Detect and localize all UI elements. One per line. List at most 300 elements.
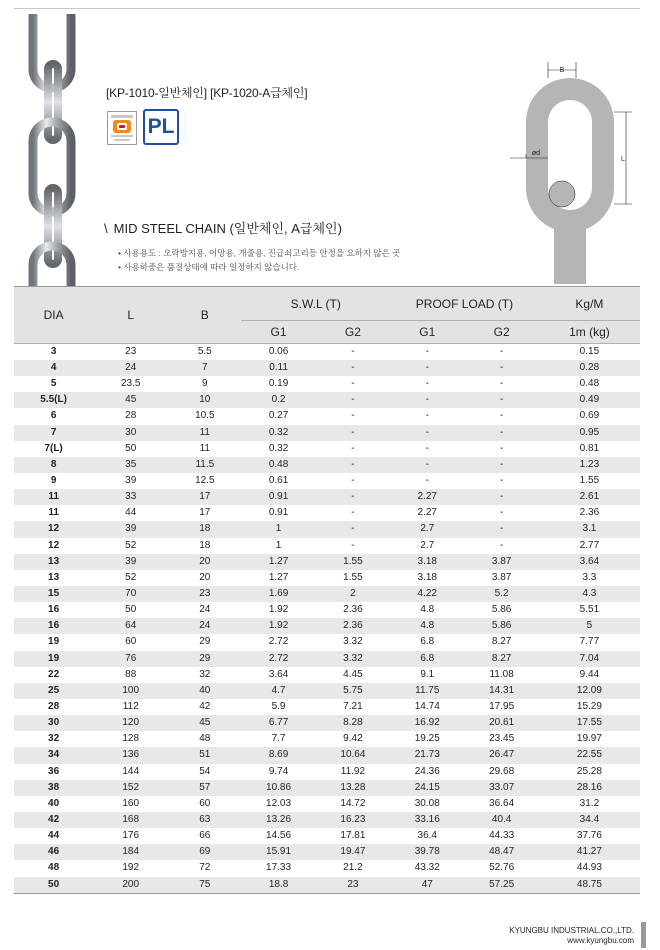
table-cell: 8.69 <box>241 747 315 763</box>
section-title <box>104 218 342 237</box>
table-cell: 1.23 <box>539 457 640 473</box>
table-cell: 15 <box>14 586 93 602</box>
table-cell: 29 <box>168 634 241 650</box>
table-cell: 9.1 <box>390 667 464 683</box>
table-cell: 9.44 <box>539 667 640 683</box>
table-cell: 19.47 <box>316 844 390 860</box>
top-rule <box>14 8 640 9</box>
label-l: L <box>621 156 625 163</box>
table-cell: - <box>464 441 538 457</box>
table-cell: 24.36 <box>390 764 464 780</box>
table-body <box>14 344 640 894</box>
table-cell: - <box>464 408 538 424</box>
table-cell: 10.64 <box>316 747 390 763</box>
table-cell: 47 <box>390 877 464 894</box>
table-cell: 1.55 <box>539 473 640 489</box>
table-cell: 5.51 <box>539 602 640 618</box>
table-cell: 11 <box>168 425 241 441</box>
table-row <box>14 828 640 844</box>
table-row <box>14 376 640 392</box>
table-cell: 5.86 <box>464 602 538 618</box>
table-cell: 14.72 <box>316 796 390 812</box>
header-kgm: Kg/M <box>539 287 640 321</box>
table-row <box>14 634 640 650</box>
table-cell: 4.8 <box>390 602 464 618</box>
table-cell: 12.09 <box>539 683 640 699</box>
table-cell: 2.77 <box>539 538 640 554</box>
table-cell: 13 <box>14 570 93 586</box>
table-cell: - <box>464 505 538 521</box>
table-cell: 10.5 <box>168 408 241 424</box>
table-cell: 50 <box>14 877 93 894</box>
table-cell: - <box>390 344 464 361</box>
table-cell: 33.16 <box>390 812 464 828</box>
table-cell: 23.5 <box>93 376 168 392</box>
table-cell: 0.81 <box>539 441 640 457</box>
table-cell: 6.8 <box>390 634 464 650</box>
table-cell: 76 <box>93 651 168 667</box>
table-cell: 0.27 <box>241 408 315 424</box>
table-cell: 0.28 <box>539 360 640 376</box>
table-cell: 4 <box>14 360 93 376</box>
table-cell: 0.61 <box>241 473 315 489</box>
table-cell: 57 <box>168 780 241 796</box>
table-cell: 9 <box>14 473 93 489</box>
product-codes: [KP-1010-일반체인] [KP-1020-A급체인] <box>106 86 308 100</box>
footer <box>509 926 634 946</box>
table-cell: 136 <box>93 747 168 763</box>
table-cell: 2.72 <box>241 651 315 667</box>
table-cell: 2 <box>316 586 390 602</box>
table-cell: 12 <box>14 521 93 537</box>
table-cell: 52 <box>93 570 168 586</box>
table-cell: 0.95 <box>539 425 640 441</box>
table-cell: 15.91 <box>241 844 315 860</box>
table-cell: 5.9 <box>241 699 315 715</box>
table-cell: 3.3 <box>539 570 640 586</box>
table-cell: 40.4 <box>464 812 538 828</box>
table-cell: 24 <box>93 360 168 376</box>
table-cell: 23 <box>316 877 390 894</box>
table-cell: 184 <box>93 844 168 860</box>
table-cell: 42 <box>14 812 93 828</box>
note-item: • 사용용도 : 오락방지용, 어망용, 개줄용, 진급쇠고리등 안정을 요하지 않은 곳 <box>118 248 401 258</box>
table-cell: - <box>316 473 390 489</box>
table-cell: - <box>464 376 538 392</box>
table-row <box>14 877 640 894</box>
table-cell: 44.33 <box>464 828 538 844</box>
table-cell: 24 <box>168 602 241 618</box>
table-row <box>14 812 640 828</box>
table-cell: 46 <box>14 844 93 860</box>
table-cell: 0.69 <box>539 408 640 424</box>
table-cell: 48 <box>168 731 241 747</box>
header-b: B <box>168 287 241 344</box>
table-cell: 3.87 <box>464 570 538 586</box>
header-proof-g2: G2 <box>464 321 538 344</box>
table-cell: 7.04 <box>539 651 640 667</box>
table-row <box>14 457 640 473</box>
table-cell: 8 <box>14 457 93 473</box>
table-cell: 34 <box>14 747 93 763</box>
table-cell: 4.45 <box>316 667 390 683</box>
table-cell: 0.2 <box>241 392 315 408</box>
header-proof-g1: G1 <box>390 321 464 344</box>
table-cell: 44.93 <box>539 860 640 876</box>
table-row <box>14 602 640 618</box>
table-cell: 39 <box>93 554 168 570</box>
table-cell: 33.07 <box>464 780 538 796</box>
table-row <box>14 425 640 441</box>
table-cell: 29.68 <box>464 764 538 780</box>
table-cell: 3.18 <box>390 570 464 586</box>
table-cell: 3.64 <box>241 667 315 683</box>
table-cell: 17.33 <box>241 860 315 876</box>
table-cell: 28.16 <box>539 780 640 796</box>
chain-spec-table <box>14 286 640 894</box>
table-cell: 25.28 <box>539 764 640 780</box>
table-cell: 0.91 <box>241 489 315 505</box>
table-cell: 16.92 <box>390 715 464 731</box>
table-cell: 60 <box>168 796 241 812</box>
table-cell: 4.8 <box>390 618 464 634</box>
table-cell: 144 <box>93 764 168 780</box>
table-cell: 6 <box>14 408 93 424</box>
table-cell: 48 <box>14 860 93 876</box>
table-cell: 7(L) <box>14 441 93 457</box>
table-cell: 30.08 <box>390 796 464 812</box>
table-cell: 9.74 <box>241 764 315 780</box>
table-cell: 2.36 <box>316 618 390 634</box>
table-cell: 12.03 <box>241 796 315 812</box>
table-cell: - <box>464 538 538 554</box>
table-cell: 11.75 <box>390 683 464 699</box>
table-cell: 41.27 <box>539 844 640 860</box>
table-cell: - <box>464 473 538 489</box>
table-cell: - <box>464 425 538 441</box>
table-cell: 6.77 <box>241 715 315 731</box>
table-cell: 1.92 <box>241 602 315 618</box>
company-name: KYUNGBU INDUSTRIAL.CO.,LTD. <box>509 926 634 935</box>
table-cell: 0.48 <box>539 376 640 392</box>
table-cell: 5 <box>539 618 640 634</box>
table-cell: 17.55 <box>539 715 640 731</box>
table-cell: 20 <box>168 570 241 586</box>
table-cell: 0.91 <box>241 505 315 521</box>
table-cell: 18 <box>168 521 241 537</box>
table-cell: - <box>464 457 538 473</box>
pl-badge-label: PL <box>147 115 175 138</box>
table-cell: 57.25 <box>464 877 538 894</box>
table-cell: 39.78 <box>390 844 464 860</box>
table-cell: 100 <box>93 683 168 699</box>
table-cell: - <box>316 425 390 441</box>
table-cell: 2.7 <box>390 538 464 554</box>
table-cell: 14.74 <box>390 699 464 715</box>
table-cell: 1 <box>241 521 315 537</box>
table-cell: - <box>390 376 464 392</box>
table-row <box>14 408 640 424</box>
table-cell: 10.86 <box>241 780 315 796</box>
table-cell: - <box>390 360 464 376</box>
table-row <box>14 667 640 683</box>
table-row <box>14 780 640 796</box>
table-cell: 168 <box>93 812 168 828</box>
table-cell: - <box>316 521 390 537</box>
table-cell: 1.27 <box>241 554 315 570</box>
table-cell: 5 <box>14 376 93 392</box>
table-row <box>14 489 640 505</box>
table-row <box>14 521 640 537</box>
table-cell: 31.2 <box>539 796 640 812</box>
table-cell: 3.32 <box>316 634 390 650</box>
table-cell: 11.08 <box>464 667 538 683</box>
table-cell: 2.61 <box>539 489 640 505</box>
table-row <box>14 392 640 408</box>
footer-accent-bar <box>641 922 646 948</box>
table-cell: 44 <box>93 505 168 521</box>
table-cell: 22 <box>14 667 93 683</box>
table-cell: 44 <box>14 828 93 844</box>
table-cell: 3.18 <box>390 554 464 570</box>
header-swl-g1: G1 <box>241 321 315 344</box>
table-cell: 176 <box>93 828 168 844</box>
table-cell: - <box>316 538 390 554</box>
table-cell: - <box>390 473 464 489</box>
table-cell: 50 <box>93 441 168 457</box>
table-cell: 3 <box>14 344 93 361</box>
table-cell: 23 <box>168 586 241 602</box>
table-row <box>14 441 640 457</box>
header-swl: S.W.L (T) <box>241 287 390 321</box>
table-cell: 66 <box>168 828 241 844</box>
table-cell: 24 <box>168 618 241 634</box>
table-cell: 10 <box>168 392 241 408</box>
table-cell: 26.47 <box>464 747 538 763</box>
table-cell: 43.32 <box>390 860 464 876</box>
table-cell: 4.7 <box>241 683 315 699</box>
table-row <box>14 731 640 747</box>
table-cell: 7.77 <box>539 634 640 650</box>
table-cell: 30 <box>93 425 168 441</box>
table-cell: 52.76 <box>464 860 538 876</box>
table-cell: - <box>464 392 538 408</box>
table-cell: 152 <box>93 780 168 796</box>
table-row <box>14 344 640 361</box>
table-cell: 12 <box>14 538 93 554</box>
table-cell: 12.5 <box>168 473 241 489</box>
table-cell: 0.49 <box>539 392 640 408</box>
table-cell: 15.29 <box>539 699 640 715</box>
table-cell: 2.7 <box>390 521 464 537</box>
company-website: www.kyungbu.com <box>567 936 634 945</box>
table-cell: 70 <box>93 586 168 602</box>
table-cell: 5.86 <box>464 618 538 634</box>
table-cell: 17.81 <box>316 828 390 844</box>
table-cell: 0.32 <box>241 441 315 457</box>
table-cell: 200 <box>93 877 168 894</box>
table-cell: 63 <box>168 812 241 828</box>
table-cell: 30 <box>14 715 93 731</box>
next-link <box>554 222 586 284</box>
table-cell: 19.97 <box>539 731 640 747</box>
header-dia: DIA <box>14 287 93 344</box>
table-cell: 0.06 <box>241 344 315 361</box>
table-cell: - <box>390 441 464 457</box>
table-row <box>14 651 640 667</box>
table-cell: 160 <box>93 796 168 812</box>
table-cell: 14.56 <box>241 828 315 844</box>
table-cell: 24.15 <box>390 780 464 796</box>
header-proof-load: PROOF LOAD (T) <box>390 287 539 321</box>
table-cell: - <box>464 489 538 505</box>
table-cell: 14.31 <box>464 683 538 699</box>
table-cell: 16 <box>14 602 93 618</box>
table-cell: 1 <box>241 538 315 554</box>
table-cell: 16.23 <box>316 812 390 828</box>
table-cell: - <box>390 408 464 424</box>
table-cell: 20.61 <box>464 715 538 731</box>
table-cell: 17.95 <box>464 699 538 715</box>
table-cell: 54 <box>168 764 241 780</box>
table-cell: 2.27 <box>390 505 464 521</box>
table-cell: 1.55 <box>316 554 390 570</box>
table-cell: 5.5 <box>168 344 241 361</box>
table-cell: 7.21 <box>316 699 390 715</box>
table-cell: - <box>316 392 390 408</box>
table-row <box>14 505 640 521</box>
table-row <box>14 715 640 731</box>
table-cell: 7.7 <box>241 731 315 747</box>
table-cell: 3.32 <box>316 651 390 667</box>
table-cell: 52 <box>93 538 168 554</box>
usage-notes <box>118 246 400 274</box>
table-row <box>14 796 640 812</box>
table-cell: 36 <box>14 764 93 780</box>
table-row <box>14 699 640 715</box>
table-cell: - <box>316 505 390 521</box>
table-cell: 1.69 <box>241 586 315 602</box>
table-cell: 36.4 <box>390 828 464 844</box>
table-cell: 69 <box>168 844 241 860</box>
table-row <box>14 764 640 780</box>
chain-link-diagram <box>470 62 650 284</box>
table-cell: 28 <box>93 408 168 424</box>
table-cell: 4.3 <box>539 586 640 602</box>
quality-certification-badge <box>107 111 137 145</box>
table-cell: 11.92 <box>316 764 390 780</box>
table-row <box>14 570 640 586</box>
table-cell: 42 <box>168 699 241 715</box>
table-row <box>14 538 640 554</box>
table-cell: 75 <box>168 877 241 894</box>
table-cell: - <box>316 408 390 424</box>
table-cell: 19.25 <box>390 731 464 747</box>
table-row <box>14 844 640 860</box>
table-cell: - <box>316 360 390 376</box>
table-cell: 0.15 <box>539 344 640 361</box>
section-title-text: MID STEEL CHAIN (일반체인, A급체인) <box>113 221 342 236</box>
table-cell: 29 <box>168 651 241 667</box>
table-cell: 21.73 <box>390 747 464 763</box>
table-cell: 33 <box>93 489 168 505</box>
table-cell: 34.4 <box>539 812 640 828</box>
table-cell: 2.36 <box>316 602 390 618</box>
table-cell: 112 <box>93 699 168 715</box>
table-cell: 11 <box>14 505 93 521</box>
table-row <box>14 683 640 699</box>
table-cell: 17 <box>168 505 241 521</box>
table-cell: 38 <box>14 780 93 796</box>
table-cell: 11 <box>168 441 241 457</box>
table-row <box>14 360 640 376</box>
table-cell: 32 <box>14 731 93 747</box>
table-cell: 6.8 <box>390 651 464 667</box>
table-cell: 120 <box>93 715 168 731</box>
table-cell: 16 <box>14 618 93 634</box>
table-cell: 64 <box>93 618 168 634</box>
table-cell: 19 <box>14 634 93 650</box>
table-cell: 18.8 <box>241 877 315 894</box>
table-cell: 72 <box>168 860 241 876</box>
table-cell: 5.5(L) <box>14 392 93 408</box>
table-cell: 1.27 <box>241 570 315 586</box>
table-cell: - <box>464 521 538 537</box>
table-cell: - <box>464 344 538 361</box>
table-row <box>14 554 640 570</box>
table-cell: 88 <box>93 667 168 683</box>
table-cell: - <box>316 489 390 505</box>
table-cell: 13.28 <box>316 780 390 796</box>
table-cell: 37.76 <box>539 828 640 844</box>
table-cell: 0.11 <box>241 360 315 376</box>
pl-insurance-badge <box>143 109 179 145</box>
table-cell: 8.27 <box>464 651 538 667</box>
table-header-row <box>14 287 640 321</box>
table-cell: 40 <box>14 796 93 812</box>
table-cell: - <box>390 392 464 408</box>
table-cell: 7 <box>14 425 93 441</box>
table-cell: 13 <box>14 554 93 570</box>
table-cell: 13.26 <box>241 812 315 828</box>
next-link-cross-section <box>549 181 575 207</box>
header-swl-g2: G2 <box>316 321 390 344</box>
table-cell: 36.64 <box>464 796 538 812</box>
table-row <box>14 618 640 634</box>
table-row <box>14 860 640 876</box>
header-unit: 1m (kg) <box>539 321 640 344</box>
table-cell: 28 <box>14 699 93 715</box>
table-row <box>14 473 640 489</box>
table-cell: - <box>316 376 390 392</box>
table-cell: 8.27 <box>464 634 538 650</box>
table-cell: 60 <box>93 634 168 650</box>
table-cell: 50 <box>93 602 168 618</box>
table-cell: 39 <box>93 521 168 537</box>
quality-mark-icon <box>108 112 136 144</box>
table-cell: 19 <box>14 651 93 667</box>
table-cell: 2.27 <box>390 489 464 505</box>
label-d: ød <box>531 150 541 157</box>
table-cell: 25 <box>14 683 93 699</box>
table-cell: 3.1 <box>539 521 640 537</box>
table-cell: 48.47 <box>464 844 538 860</box>
table-row <box>14 586 640 602</box>
table-cell: 45 <box>93 392 168 408</box>
table-cell: 18 <box>168 538 241 554</box>
table-cell: 9.42 <box>316 731 390 747</box>
header-l: L <box>93 287 168 344</box>
